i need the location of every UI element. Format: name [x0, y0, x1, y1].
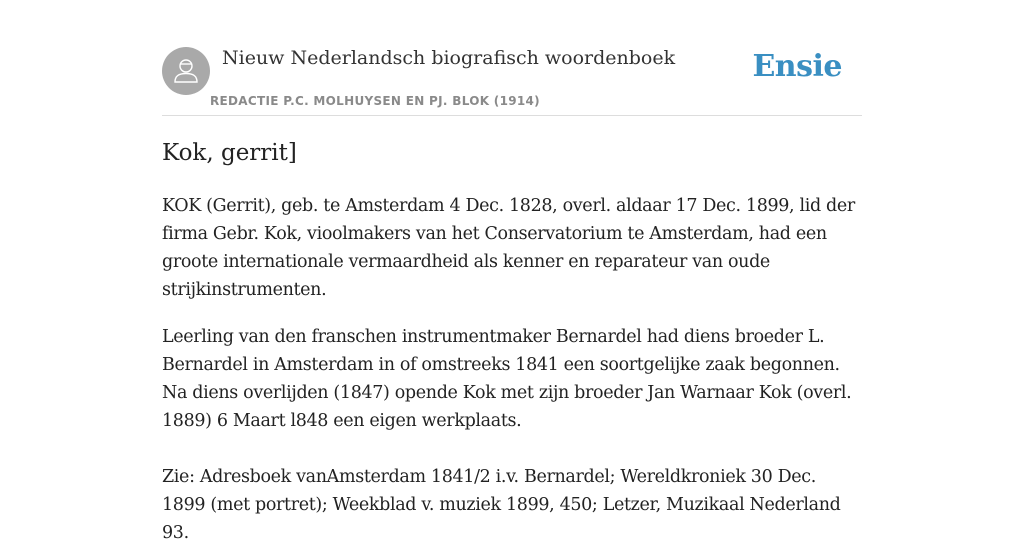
entry-paragraph: Leerling van den franschen instrumentmaker Bernardel had diens broeder L. Bernardel in Amsterdam in of omstreeks 1841 een soortgelijke zaak begonnen. Na diens overlijden (1847) opende Kok met zijn broeder Jan Warnaar Kok (overl. 1889) 6 Maart l848 een eigen werkplaats.	[162, 327, 852, 431]
entry-sources-paragraph: Zie: Adresboek vanAmsterdam 1841/2 i.v. Bernardel; Wereldkroniek 30 Dec. 1899 (met portret); Weekblad v. muziek 1899, 450; Letzer, Muzikaal Nederland 93.	[162, 467, 841, 543]
book-title[interactable]: Nieuw Nederlandsch biografisch woordenboek	[222, 47, 676, 69]
entry-title: Kok, gerrit]	[162, 140, 297, 166]
page-header	[162, 44, 862, 116]
ensie-logo[interactable]: Ensie	[752, 49, 842, 84]
entry-paragraph: KOK (Gerrit), geb. te Amsterdam 4 Dec. 1828, overl. aldaar 17 Dec. 1899, lid der firma Gebr. Kok, vioolmakers van het Conservatorium te Amsterdam, had een groote internationale vermaardheid als kenner en reparateur van oude strijkinstrumenten.	[162, 196, 855, 300]
user-avatar-icon[interactable]	[162, 47, 210, 95]
editors-caption: REDACTIE P.C. MOLHUYSEN EN PJ. BLOK (1914)	[210, 94, 540, 108]
